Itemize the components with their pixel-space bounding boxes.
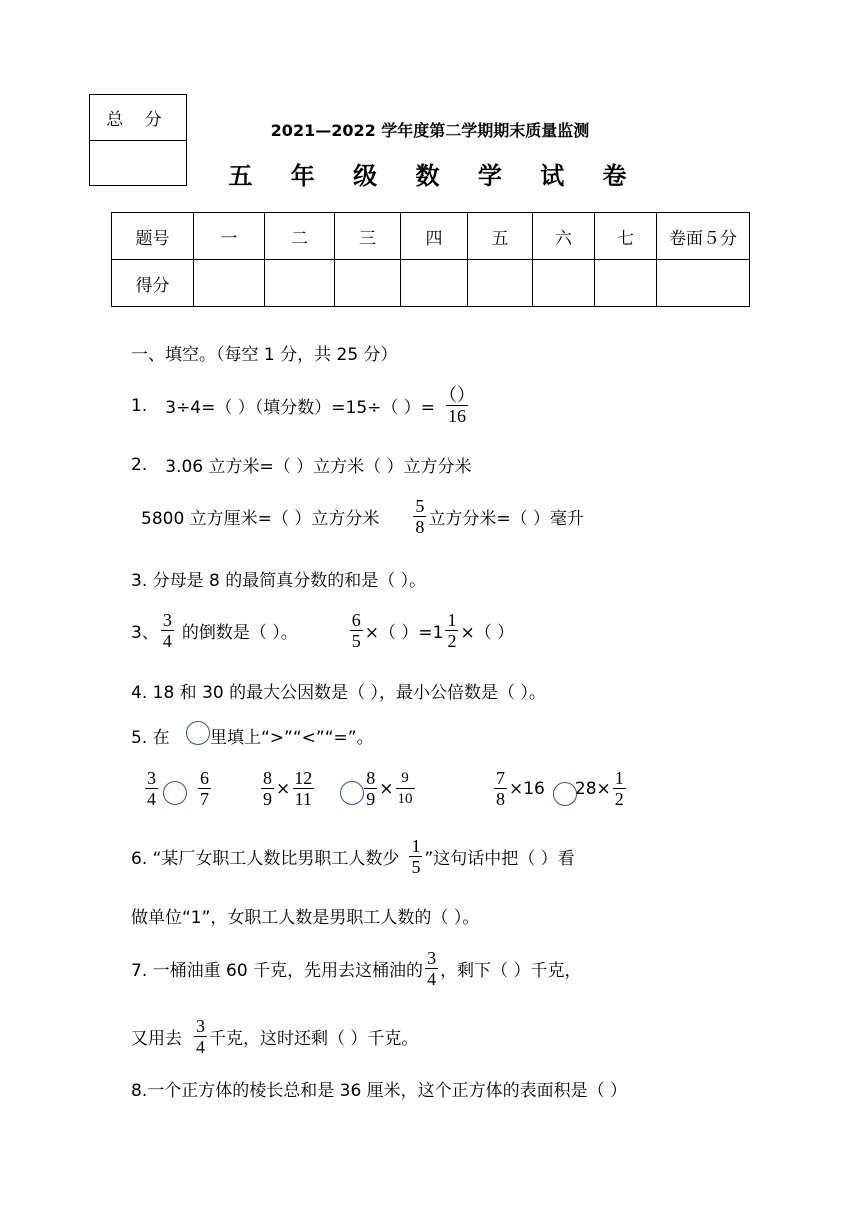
score-row-label: 得分 bbox=[112, 260, 194, 307]
question-3b bbox=[131, 610, 514, 651]
question-number: 2. bbox=[131, 454, 148, 475]
score-table-score-row bbox=[112, 260, 750, 307]
question-text: 的倒数是（ ）。 bbox=[181, 623, 298, 643]
fraction: $\frac{7}{8}$ bbox=[496, 768, 505, 809]
score-table-header-row bbox=[112, 213, 750, 260]
question-8: 8.一个正方体的棱长总和是 36 厘米，这个正方体的表面积是（ ） bbox=[131, 1081, 628, 1101]
score-input-cell[interactable] bbox=[335, 260, 401, 307]
total-score-label: 总 分 bbox=[90, 95, 186, 141]
question-text: 6. “某厂女职工人数比男职工人数少 bbox=[131, 849, 400, 869]
score-table-header-cell: 三 bbox=[335, 213, 401, 260]
question-text: 立方分米=（ ）毫升 bbox=[428, 509, 584, 529]
question-5-text-a: 5. 在 bbox=[131, 728, 170, 748]
score-input-cell[interactable] bbox=[533, 260, 595, 307]
fraction: $\frac{3}{4}$ bbox=[162, 610, 172, 651]
score-input-cell[interactable] bbox=[194, 260, 265, 307]
fraction: $\frac{9}{10}$ bbox=[397, 770, 413, 807]
question-2-line-2 bbox=[141, 496, 584, 537]
question-7 bbox=[131, 948, 581, 989]
score-table-header-cell: 四 bbox=[401, 213, 468, 260]
exam-title: 2021—2022 学年度第二学期期末质量监测 bbox=[270, 121, 590, 140]
score-input-cell[interactable] bbox=[468, 260, 533, 307]
question-5-text-b: 里填上“>”“<”“=”。 bbox=[210, 728, 374, 748]
question-text: ，剩下（ ）千克， bbox=[440, 961, 582, 981]
fraction: $\frac{()}{16}$ bbox=[439, 385, 476, 426]
score-table-header-cell: 六 bbox=[533, 213, 595, 260]
question-number: 1. bbox=[131, 395, 148, 416]
score-table-header-cell: 题号 bbox=[112, 213, 194, 260]
compare-circle-3[interactable] bbox=[553, 782, 577, 806]
score-table-header-cell: 卷面５分 bbox=[657, 213, 750, 260]
score-table-header-cell: 二 bbox=[265, 213, 335, 260]
score-input-cell[interactable] bbox=[265, 260, 335, 307]
question-text: 7. 一桶油重 60 千克，先用去这桶油的 bbox=[131, 961, 424, 981]
fraction: $\frac{8}{9}$ bbox=[263, 768, 272, 809]
score-input-cell[interactable] bbox=[657, 260, 750, 307]
fraction: $\frac{6}{7}$ bbox=[200, 768, 209, 809]
question-text: 又用去 bbox=[131, 1029, 182, 1049]
fraction: $\frac{3}{4}$ bbox=[427, 948, 437, 989]
fraction: $\frac{6}{5}$ bbox=[351, 610, 361, 651]
question-text: 5800 立方厘米=（ ）立方分米 bbox=[141, 509, 380, 529]
question-7-line-2 bbox=[131, 1016, 418, 1057]
comparison-3: $\frac{7}{8}$ ×16 28× $\frac{1}{2}$ bbox=[496, 768, 624, 809]
fraction: $\frac{1}{5}$ bbox=[411, 836, 421, 877]
compare-circle[interactable] bbox=[186, 721, 210, 745]
question-text: 3.06 立方米=（ ）立方米（ ）立方分米 bbox=[165, 457, 472, 477]
score-table-header-cell: 一 bbox=[194, 213, 265, 260]
question-text: ×（ ）=1 bbox=[364, 623, 444, 643]
score-input-cell[interactable] bbox=[595, 260, 657, 307]
comparison-2: $\frac{8}{9}$ × $\frac{12}{11}$ $\frac{8}{9}$ × $\frac{9}{10}$ bbox=[263, 768, 413, 809]
question-6-line-2: 做单位“1”，女职工人数是男职工人数的（ ）。 bbox=[131, 908, 480, 928]
fraction: $\frac{12}{11}$ bbox=[294, 768, 313, 809]
question-3: 3. 分母是 8 的最简真分数的和是（ ）。 bbox=[131, 571, 427, 591]
question-4: 4. 18 和 30 的最大公因数是（ ），最小公倍数是（ ）。 bbox=[131, 683, 546, 703]
question-2 bbox=[131, 452, 472, 477]
score-table-header-cell: 七 bbox=[595, 213, 657, 260]
score-input-cell[interactable] bbox=[401, 260, 468, 307]
compare-circle-2[interactable] bbox=[340, 781, 364, 805]
section-heading: 一、填空。（每空 1 分，共 25 分） bbox=[131, 345, 398, 365]
score-table-header-cell: 五 bbox=[468, 213, 533, 260]
question-1 bbox=[131, 385, 479, 426]
question-text: 3÷4=（ ）（填分数）=15÷（ ）= bbox=[165, 398, 436, 418]
fraction: $\frac{3}{4}$ bbox=[196, 1016, 205, 1057]
exam-subtitle: 五 年 级 数 学 试 卷 bbox=[228, 162, 642, 190]
question-6 bbox=[131, 836, 575, 877]
fraction: $\frac{8}{9}$ bbox=[366, 768, 376, 809]
fraction: $\frac{1}{2}$ bbox=[447, 610, 457, 651]
fraction: $\frac{3}{4}$ bbox=[147, 768, 156, 809]
fraction: $\frac{5}{8}$ bbox=[415, 496, 425, 537]
question-text: 千克，这时还剩（ ）千克。 bbox=[209, 1029, 419, 1049]
compare-circle-1[interactable] bbox=[163, 781, 187, 805]
question-number: 3、 bbox=[131, 623, 159, 643]
question-text: ”这句话中把（ ）看 bbox=[424, 849, 575, 869]
question-text: ×（ ） bbox=[460, 623, 515, 643]
fraction: $\frac{1}{2}$ bbox=[614, 768, 624, 809]
score-table bbox=[111, 212, 750, 307]
